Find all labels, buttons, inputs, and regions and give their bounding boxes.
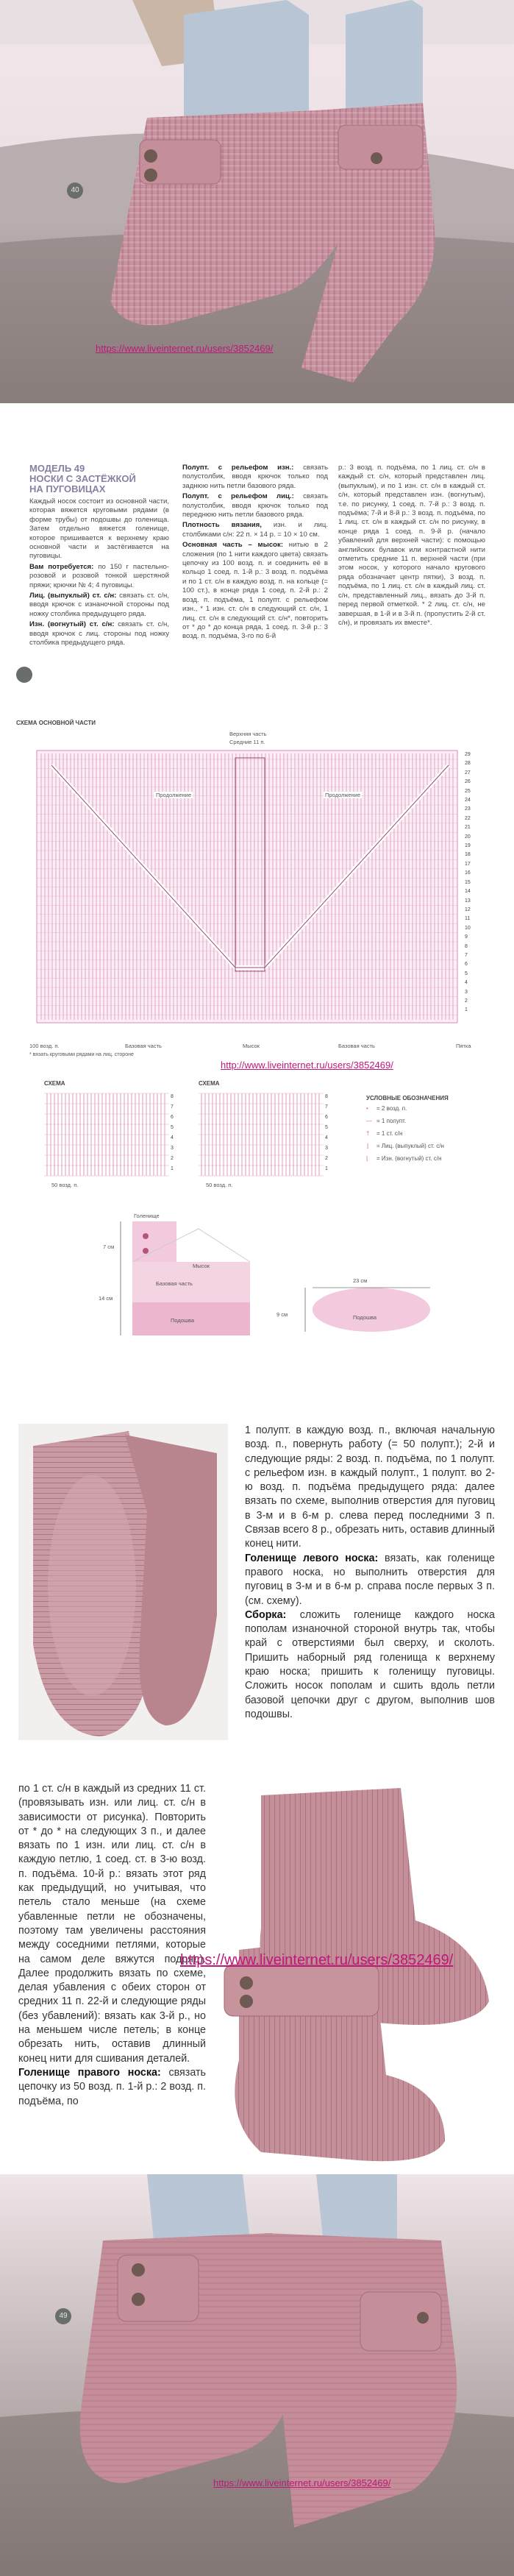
legend-item: ⌊ = Изн. (вогнутый) ст. с/н: [366, 1155, 442, 1162]
paragraph: Изн. (вогнутый) ст. с/н: связать ст. с/н, вводя крючок с лиц. стороны под ножку столбика предыдущего ряда.: [29, 620, 169, 647]
model-title: МОДЕЛЬ 49 НОСКИ С ЗАСТЁЖКОЙ НА ПУГОВИЦАХ: [29, 463, 136, 494]
article-col-2: [182, 464, 328, 643]
small-chart-a-title: СХЕМА: [44, 1080, 65, 1087]
chart-top-label: Верхняя часть: [229, 731, 267, 737]
row-number: 19: [465, 843, 471, 849]
repeat-label-left: Продолжение: [156, 792, 192, 798]
row-number: 11: [465, 916, 471, 922]
row-number: 17: [465, 861, 471, 867]
paragraph: Плотность вязания, изн. и лиц. столбиками с/н: 22 п. × 14 р. = 10 × 10 см.: [182, 521, 328, 539]
row-number: 7: [171, 1104, 174, 1110]
chart-bottom-chain: 100 возд. п.: [29, 1043, 60, 1049]
row-number: 20: [465, 834, 471, 840]
row-number: 16: [465, 870, 471, 876]
pattern-sole: Подошва: [171, 1317, 195, 1324]
section-icon: [16, 667, 32, 683]
article-col-3: р.: 3 возд. п. подъёма, по 1 лиц. ст. с/н в каждый ст. с/н, который представлен лиц. (выпуклым), и по 1 изн. ст. с/н в каждый ст. с/н, который представлен изн. (вогнутым), т.е. по рисунку, 1 соед. п. 7-й р.: 3 возд. п. подъёма; 7-й и 8-й р.: 3 возд. п. подъёма, по 1 лиц. ст. с/н в каждый ст. с/н по рисунку, в конце ряда 1 соед. п. 9-й р. (начало убавлений для верхней части): с помощью английских булавок или контрастной нити отметить средние 11 п. верхней части (при этом носок, у которого начало кругового ряда обозначает центр пятки), 3 возд. п. подъёма, по 1 лиц. ст. с/н в каждый лиц. ст. с/н, представленный лиц., вязать до 3-й п. перед первой отметкой. * 2 лиц. ст. с/н, не завершая, в 1-й и в 3-й п. (пропустить 2-й ст. с/н), и провязать их вместе*.: [338, 464, 485, 627]
pattern-width: 23 см: [353, 1277, 368, 1284]
paragraph: Полупт. с рельефом лиц.: связать полустолбик, вводя крючок только под переднюю нить петли базового ряда.: [182, 492, 329, 519]
row-number: 27: [465, 770, 471, 776]
pattern-side-7: 7 см: [103, 1243, 115, 1250]
row-number: 15: [465, 879, 471, 885]
small-b-rows: [325, 1092, 328, 1174]
legend-item: † = 1 ст. с/н: [366, 1130, 403, 1137]
row-number: 2: [325, 1156, 328, 1161]
row-number: 1: [325, 1166, 328, 1171]
pattern-side-14: 14 см: [99, 1295, 113, 1302]
pattern-toe: Мысок: [193, 1263, 210, 1269]
row-number: 18: [465, 852, 471, 858]
small-chart-b-title: СХЕМА: [199, 1080, 220, 1087]
row-number: 9: [465, 934, 468, 940]
row-number: 21: [465, 825, 471, 831]
row-number: 5: [325, 1125, 328, 1130]
top-photo: [0, 0, 514, 403]
row-number: 25: [465, 788, 471, 794]
paragraph: 1 полупт. в каждую возд. п., включая начальную возд. п., повернуть работу (= 50 полупт.); 2-й и следующие ряды: 2 возд. п. подъёма, по 1 полупт. с рельефом изн. в каждый полупт., 1 полупт. во 2-ю возд. п. подъёма предыдущего ряда: далее вязать по схеме, выполнив отверстия для пуговиц в 3-м и в 6-м р. слева перед последними 3 п. Связав всего 8 р., обрезать нить, оставив длинный конец нити.: [245, 1424, 495, 1550]
paragraph: Каждый носок состоит из основной части, которая вяжется круговыми рядами (в форме трубы) от подошвы до голенища. Затем отдельно вяжется голенище, которое пришивается к верхнему краю основной части и застёгивается на пуговицы.: [29, 497, 169, 561]
main-chart: [22, 743, 478, 1037]
paragraph: Голенище левого носка: вязать, как голенище правого носка, но выполнить отверстия для пуговиц в 3-м и в 6-м р. справа после первых 3 п. (см. схему).: [245, 1552, 495, 1607]
row-number: 7: [465, 952, 468, 958]
row-number: 23: [465, 806, 471, 812]
paragraph: Сборка: сложить голенище каждого носка пополам изнаночной стороной внутрь так, чтобы край с отверстиями был сверху, и сколоть. Пришить наборный ряд голенища к верхнему краю носка; пришить к голенищу пуговицы. Сложить носок пополам и сшить вдоль петли базовой цепочки друг с другом, выполнив шов подошвы.: [245, 1608, 495, 1720]
row-number: 29: [465, 752, 471, 757]
page-number-badge-2: 49: [55, 2308, 71, 2324]
row-number: 8: [171, 1094, 174, 1099]
row-number: 12: [465, 906, 471, 912]
pattern-sole-2: Подошва: [353, 1314, 377, 1321]
row-number: 8: [325, 1094, 328, 1099]
row-number: 4: [465, 980, 468, 986]
row-number: 10: [465, 925, 471, 931]
row-number: 14: [465, 889, 471, 895]
small-chart-a: [44, 1090, 169, 1179]
pattern-height: 9 см: [276, 1311, 288, 1318]
legend-item: ⌋ = Лиц. (выпуклый) ст. с/н: [366, 1143, 444, 1149]
small-b-bottom: 50 возд. п.: [206, 1182, 233, 1188]
small-chart-b: [199, 1090, 324, 1179]
row-number: 6: [325, 1115, 328, 1120]
chart-middle-label: Средние 11 п.: [229, 739, 265, 745]
chart-bottom-base2: Базовая часть: [338, 1043, 375, 1049]
row-numbers: [465, 751, 479, 1015]
paragraph: Вам потребуется: по 150 г пастельно-розовой и розовой тонкой шерстяной пряжи; крючки № 4; 4 пуговицы.: [29, 562, 169, 589]
chart-note: * вязать круговыми рядами на лиц. стороне: [29, 1052, 134, 1057]
row-number: 4: [171, 1135, 174, 1140]
row-number: 4: [325, 1135, 328, 1140]
paragraph: Голенище правого носка: связать цепочку из 50 возд. п. 1-й р.: 2 возд. п. подъёма, по: [18, 2066, 206, 2107]
watermark-link[interactable]: https://www.liveinternet.ru/users/3852469/: [96, 343, 274, 354]
row-number: 3: [465, 989, 468, 995]
row-number: 2: [465, 998, 468, 1004]
socks-photo: [195, 1781, 504, 2171]
row-number: 24: [465, 798, 471, 803]
legend: [366, 1105, 506, 1168]
chart-bottom-toe: Мысок: [243, 1043, 260, 1049]
row-number: 8: [465, 943, 468, 949]
small-a-rows: [171, 1092, 174, 1174]
pattern-cuff: Голенище: [134, 1213, 160, 1219]
article-col-1: [29, 497, 169, 650]
paragraph: по 1 ст. с/н в каждый из средних 11 ст. (провязывать изн. или лиц. ст. с/н в зависимости от рисунка). Повторить от * до * на следующих 3 п., и далее вязать по 1 изн. или лиц. ст. с/н в каждую петлю, 1 соед. ст. в 3-ю возд. п. подъёма. 10-й р.: вязать этот ряд как предыдущий, но учитывая, что петель стало меньше (на схеме убавленные петли не обозначены, поэтому там увеличены расстояния между соседними петлями, которые на самом деле вяжутся подряд). Далее продолжить вязать по схеме, делая убавления с обеих сторон от средних 11 п. 22-й и следующие ряды (без убавлений): вязать как 3-й р., но на меньшем числе петель; в конце обрезать нить, оставив длинный конец нити для сшивания деталей.: [18, 1783, 206, 2065]
chart-title: СХЕМА ОСНОВНОЙ ЧАСТИ: [16, 720, 96, 726]
small-a-bottom: 50 возд. п.: [51, 1182, 79, 1188]
row-number: 6: [171, 1115, 174, 1120]
page-number-badge: 40: [67, 182, 83, 199]
row-number: 5: [465, 971, 468, 976]
pattern-pieces: [88, 1207, 434, 1339]
row-number: 1: [171, 1166, 174, 1171]
chart-watermark[interactable]: http://www.liveinternet.ru/users/3852469/: [221, 1060, 393, 1071]
row-number: 7: [325, 1104, 328, 1110]
paragraph: Полупт. с рельефом изн.: связать полустолбик, вводя крючок только под заднюю нить петли базового ряда.: [182, 464, 329, 490]
legend-title: УСЛОВНЫЕ ОБОЗНАЧЕНИЯ: [366, 1095, 449, 1101]
chart-bottom-base: Базовая часть: [125, 1043, 162, 1049]
sole-photo: [18, 1424, 228, 1740]
bottom-photo: [0, 2174, 514, 2576]
row-number: 5: [171, 1125, 174, 1130]
repeat-label-right: Продолжение: [325, 792, 361, 798]
row-number: 3: [171, 1146, 174, 1151]
row-number: 3: [325, 1146, 328, 1151]
paragraph: Основная часть – мысок: нитью в 2 сложения (по 1 нити каждого цвета) связать цепочку из 100 возд. п. и соединить её в кольцо 1 соед. п. 1-й р.: 3 возд. п. подъёма и по 1 ст. с/н в каждую возд. п. на кольце (= 100 ст.), в конце ряда 1 соед. п. 2-й р.: 2 возд. п. подъёма, 1 полупт. с рельефом изн., * 1 изн. ст. с/н в следующий ст. с/н, 1 лиц. ст. с/н в следующий ст. с/н*, повторить от * до * до конца ряда, 1 соед. п. 3-й р.: 3 возд. п. подъёма, 3-го по 6-й: [182, 541, 328, 641]
bottom-watermark[interactable]: https://www.liveinternet.ru/users/3852469/: [213, 2477, 391, 2488]
continuation-left-col: [18, 1782, 206, 2109]
page2-watermark[interactable]: https://www.liveinternet.ru/users/3852469/: [180, 1952, 454, 1968]
row-number: 1: [465, 1007, 468, 1013]
pattern-base: Базовая часть: [156, 1280, 193, 1287]
row-number: 22: [465, 815, 471, 821]
continuation-right-col: [245, 1424, 495, 1722]
row-number: 2: [171, 1156, 174, 1161]
chart-bottom-heel: Пятка: [456, 1043, 471, 1049]
legend-item: • = 2 возд. п.: [366, 1105, 407, 1112]
paragraph: Лиц. (выпуклый) ст. с/н: связать ст. с/н, вводя крючок с изнаночной стороны под ножку столбика предыдущего ряда.: [29, 592, 169, 618]
legend-item: — = 1 полупт.: [366, 1118, 407, 1124]
row-number: 6: [465, 962, 468, 968]
row-number: 28: [465, 761, 471, 767]
row-number: 26: [465, 779, 471, 785]
row-number: 13: [465, 898, 471, 904]
